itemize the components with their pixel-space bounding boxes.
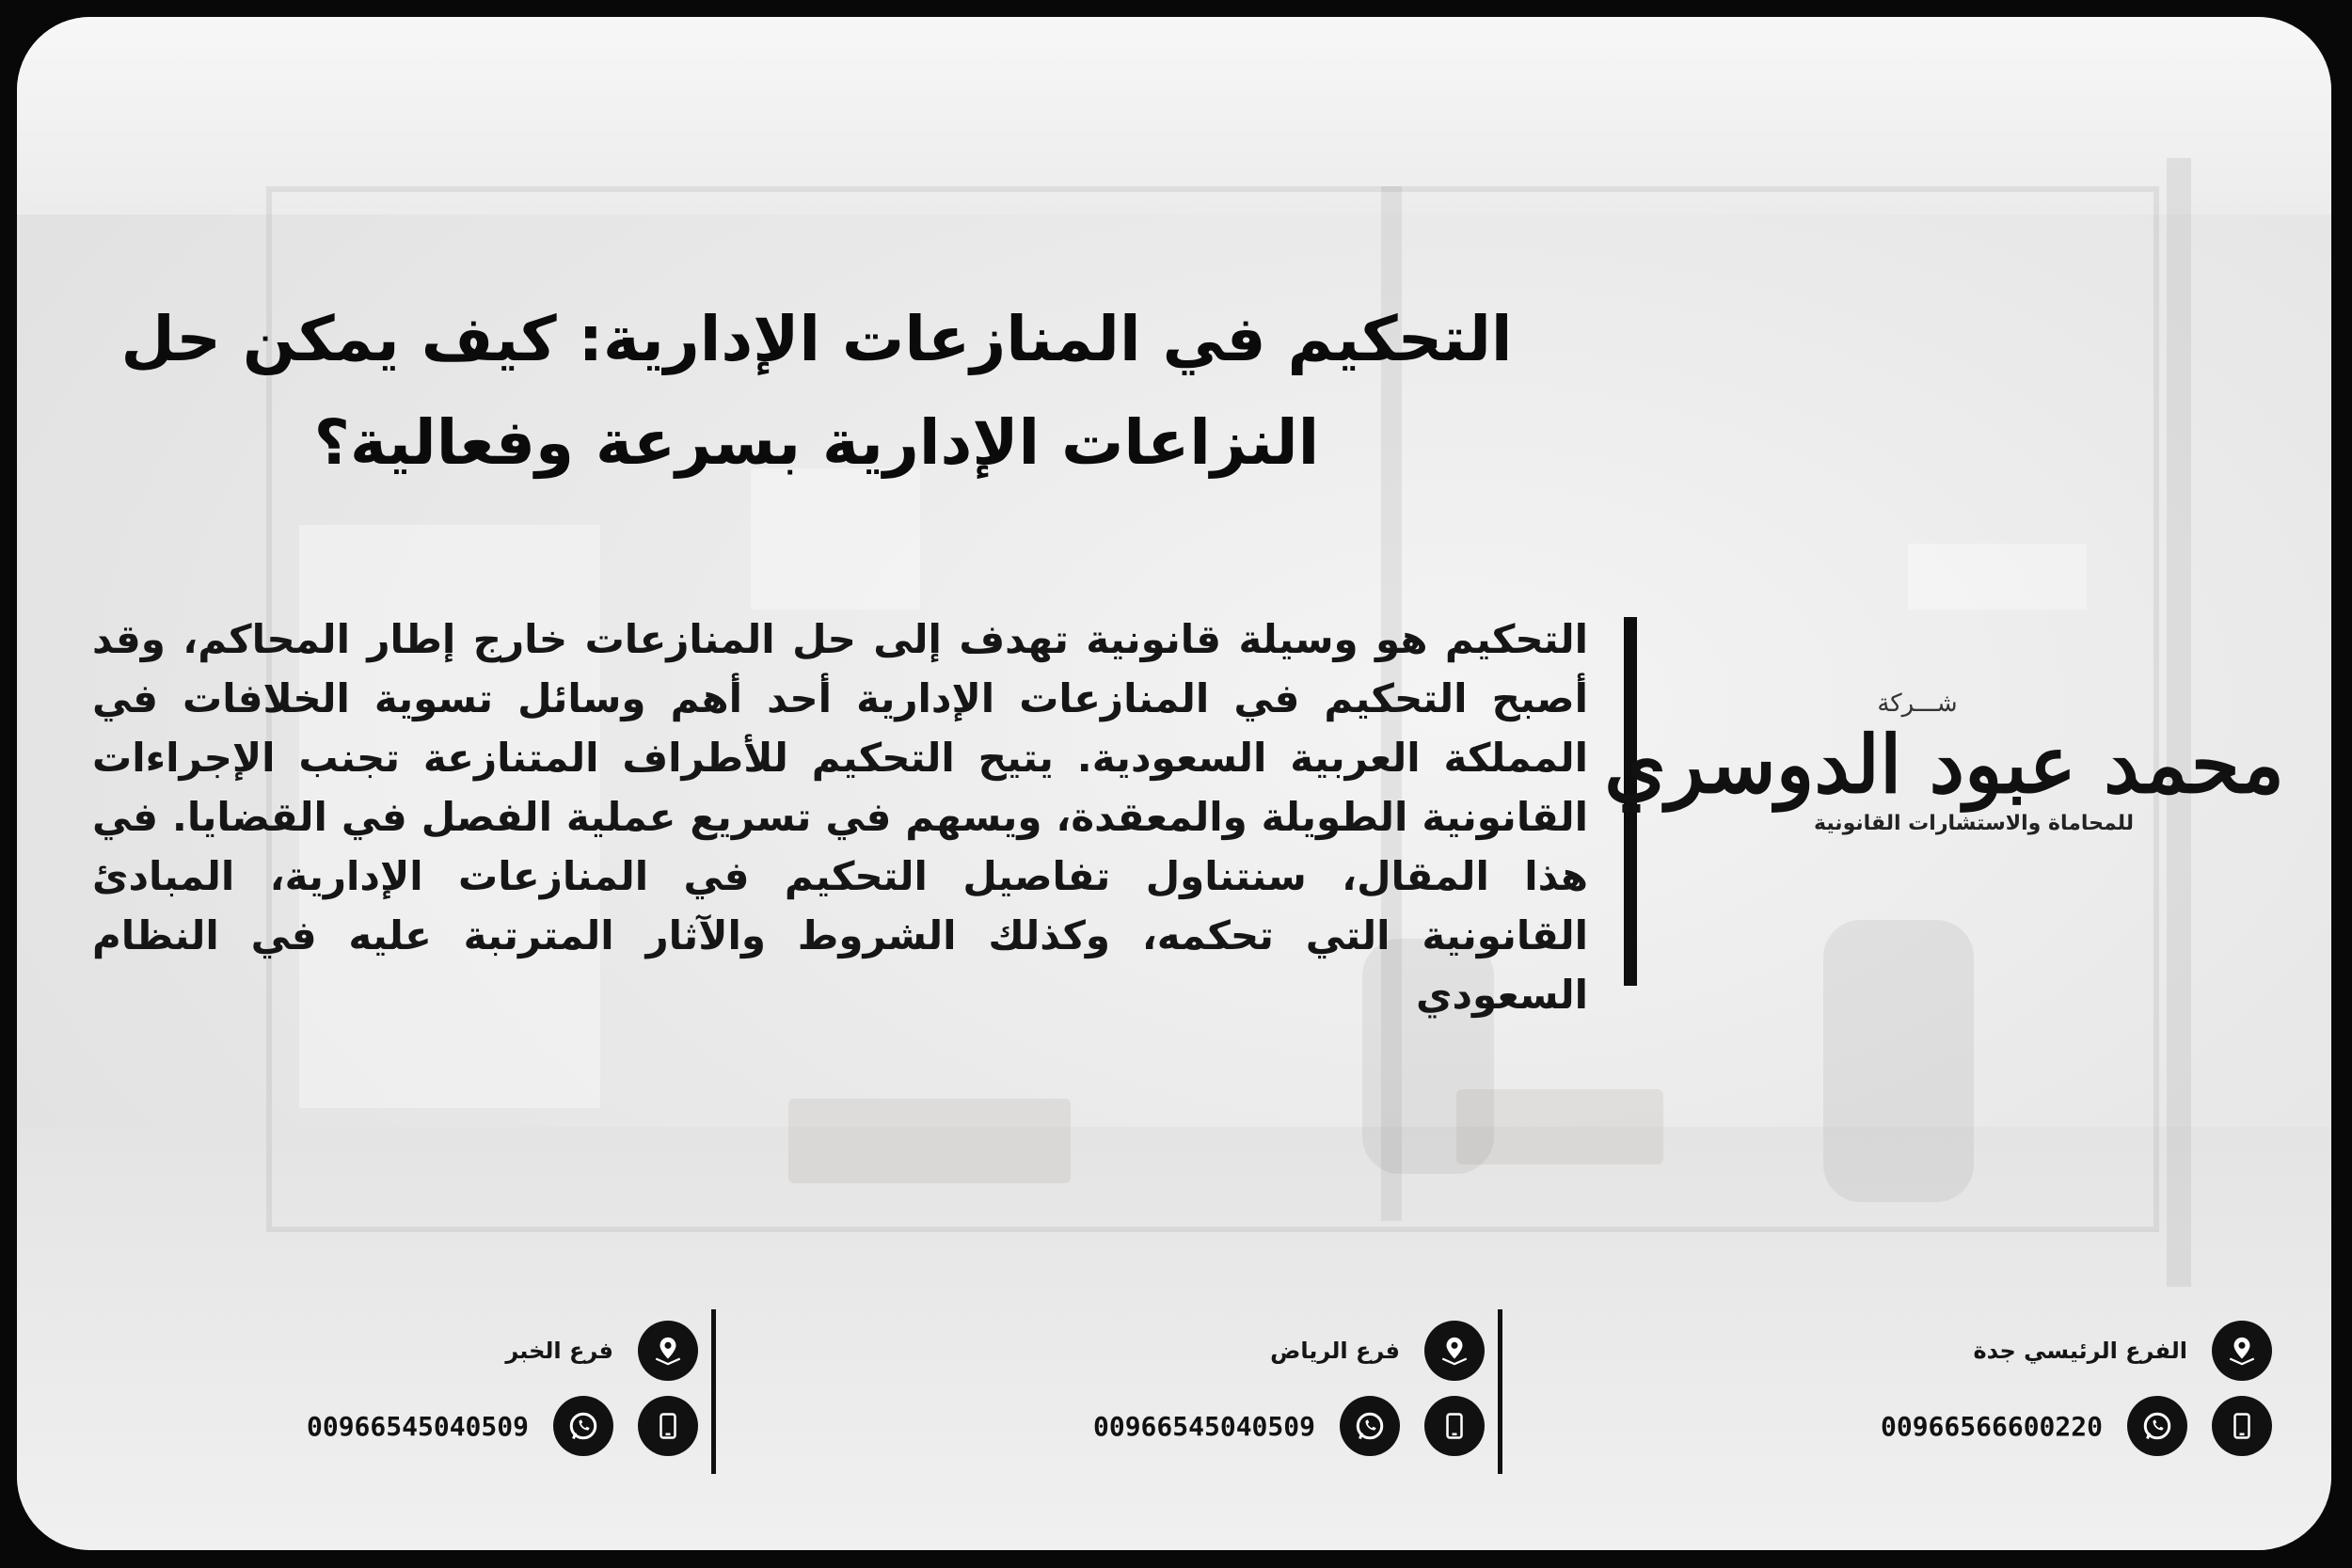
branch-name: الفرع الرئيسي جدة: [1973, 1338, 2187, 1364]
background-ceiling: [17, 17, 2331, 214]
branch-contact-row: [1881, 1396, 2272, 1456]
whatsapp-icon[interactable]: [2127, 1396, 2187, 1456]
mobile-phone-icon[interactable]: [2212, 1396, 2272, 1456]
branch-contact-row: [1093, 1396, 1485, 1456]
location-icon: [2212, 1321, 2272, 1381]
branch-contact-row: [307, 1396, 698, 1456]
whatsapp-icon[interactable]: [553, 1396, 613, 1456]
branch-riyadh: [1042, 1309, 1485, 1479]
branch-separator: [711, 1309, 716, 1474]
phone-number[interactable]: 00966545040509: [306, 1410, 529, 1442]
logo-name: محمد عبود الدوسري: [1604, 718, 2284, 811]
mobile-phone-icon[interactable]: [1424, 1396, 1485, 1456]
article-intro-text: التحكيم هو وسيلة قانونية تهدف إلى حل المنازعات خارج إطار المحاكم، وقد أصبح التحكيم في المنازعات الإدارية أحد أهم وسائل تسوية الخلافات في المملكة العربية السعودية. يتيح التحكيم للأطراف المتنازعة تجنب الإجراءات القانونية الطويلة والمعقدة، ويسهم في تسريع عملية الفصل في القضايا. في هذا المقال، سنتناول تفاصيل التحكيم في المنازعات الإدارية، المبادئ القانونية التي تحكمه، وكذلك الشروط والآثار المترتبة عليه في النظام السعودي: [92, 616, 1588, 1018]
logo-subtitle: للمحاماة والاستشارات القانونية: [1813, 812, 2134, 835]
branch-separator: [1498, 1309, 1502, 1474]
location-icon: [638, 1321, 698, 1381]
branch-name: فرع الخبر: [505, 1338, 613, 1364]
branch-name-row: [1973, 1321, 2272, 1381]
branch-name-row: [1270, 1321, 1485, 1381]
background-desk: [788, 1099, 1071, 1183]
phone-number[interactable]: 00966566600220: [1880, 1410, 2103, 1442]
branch-name-row: [505, 1321, 698, 1381]
phone-number[interactable]: 00966545040509: [1092, 1410, 1315, 1442]
whatsapp-icon[interactable]: [1340, 1396, 1400, 1456]
page-title: التحكيم في المنازعات الإدارية: كيف يمكن حل النزاعات الإدارية بسرعة وفعالية؟: [120, 303, 1513, 479]
company-logo: [1604, 689, 2284, 915]
logo-prefix: شـــركة: [1877, 689, 1958, 718]
branch-name: فرع الرياض: [1270, 1338, 1400, 1364]
mobile-phone-icon[interactable]: [638, 1396, 698, 1456]
branch-khobar: [256, 1309, 698, 1479]
location-icon: [1424, 1321, 1485, 1381]
branch-jeddah: [1830, 1309, 2272, 1479]
background-sign: [1908, 544, 2087, 610]
background-chair: [1823, 920, 1974, 1202]
